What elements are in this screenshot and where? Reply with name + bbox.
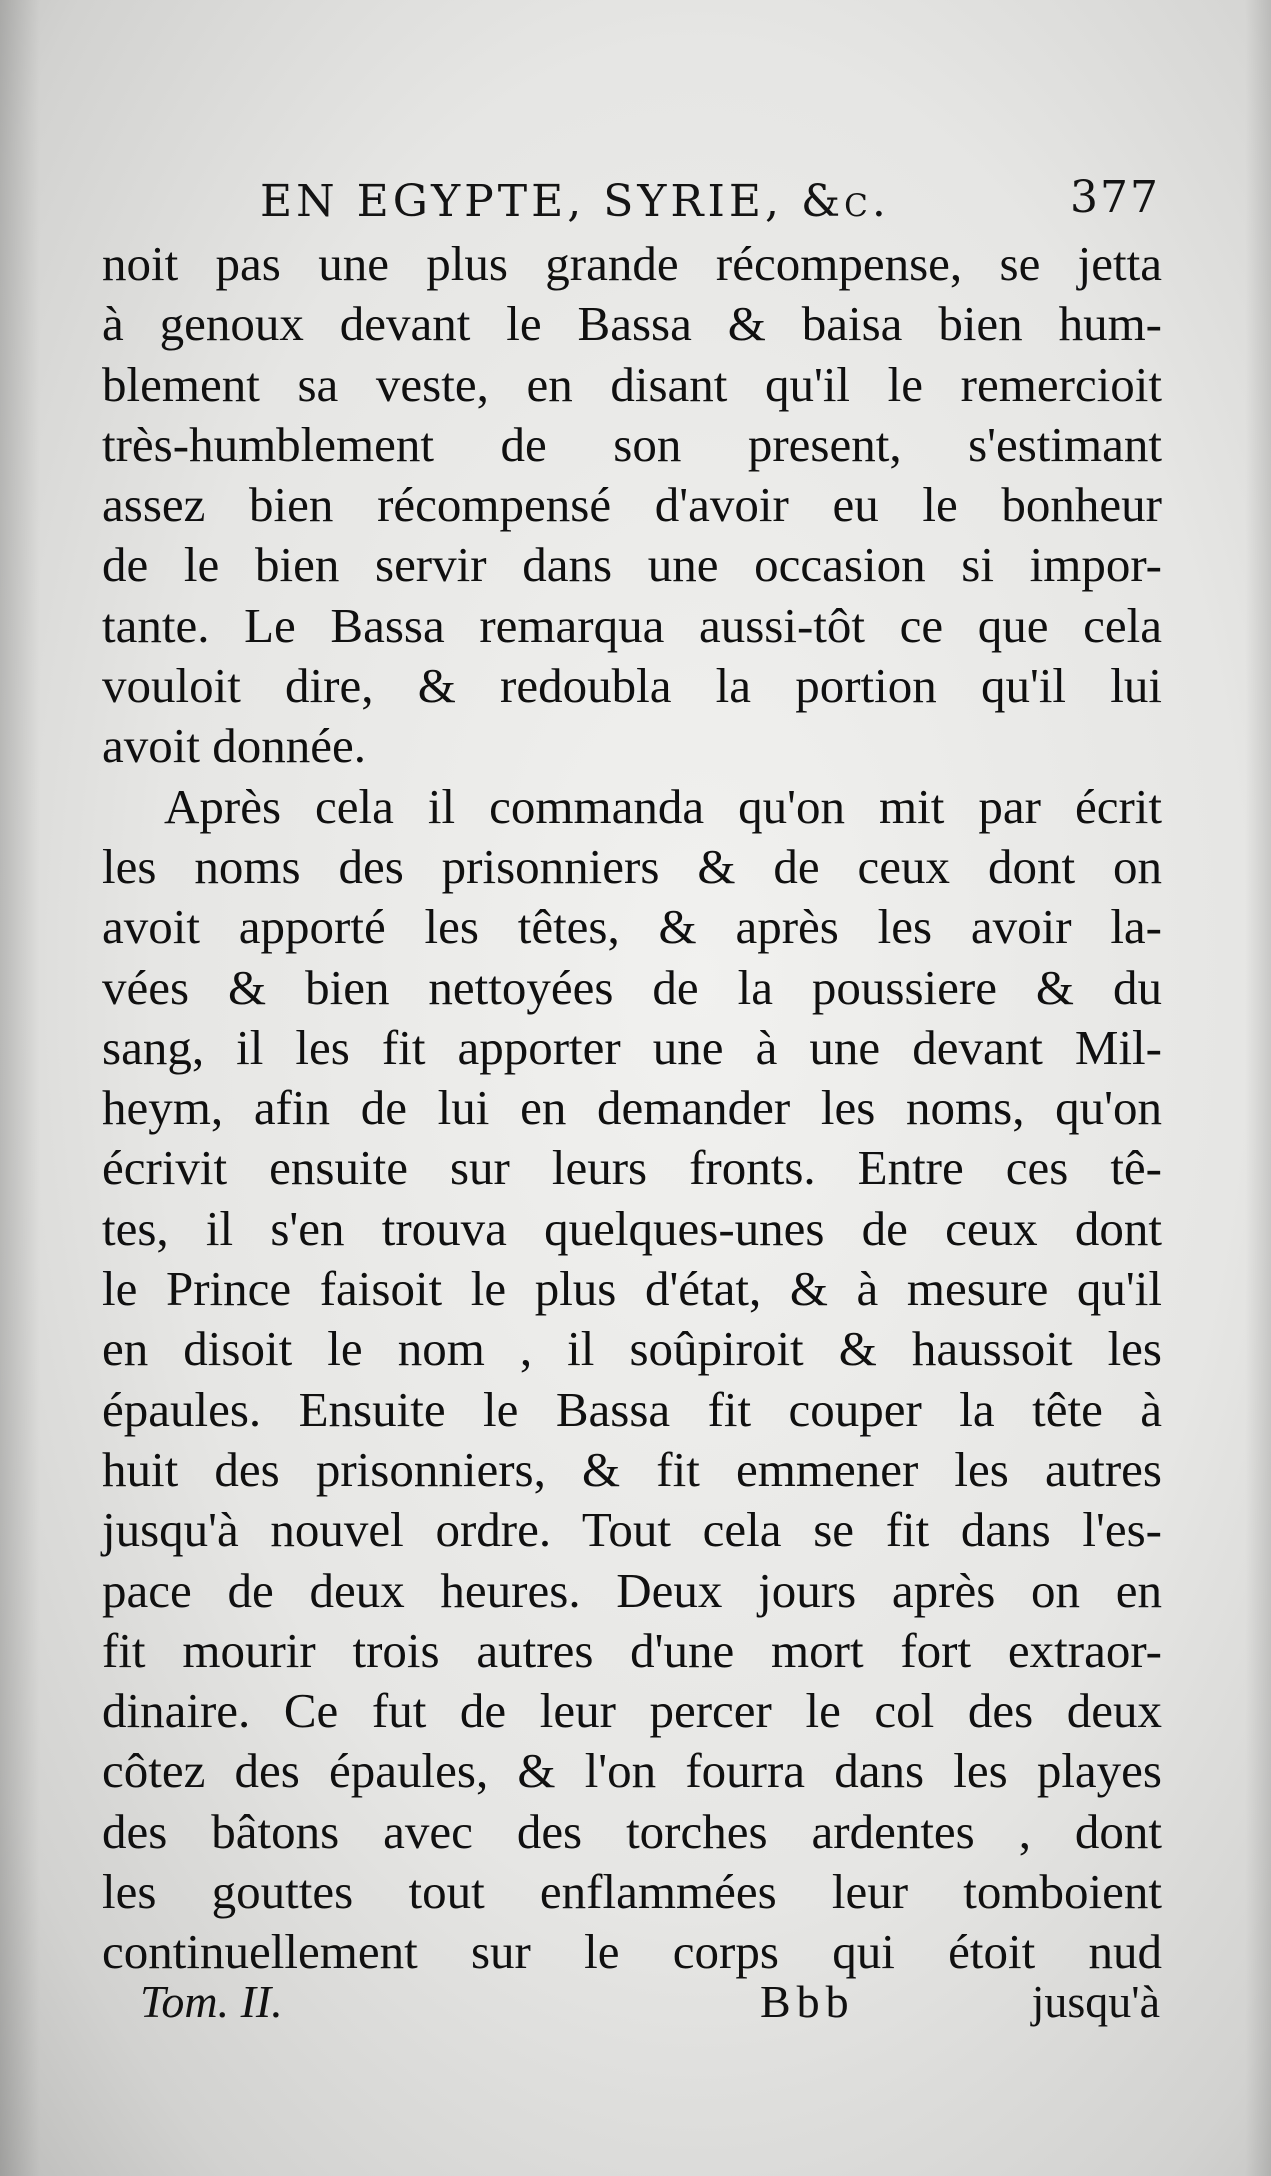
text-line: pace de deux heures. Deux jours après on en [102,1562,1162,1618]
text-line: avoit apporté les têtes, & après les avoir la- [102,899,1162,955]
text-line: côtez des épaules, & l'on fourra dans les playes [102,1743,1162,1799]
text-line: les gouttes tout enflammées leur tomboient [102,1864,1162,1920]
text-line: le Prince faisoit le plus d'état, & à mesure qu'il [102,1261,1162,1317]
text-line: de le bien servir dans une occasion si impor- [102,537,1162,593]
text-line: noit pas une plus grande récompense, se jetta [102,236,1162,291]
page-number: 377 [1070,172,1160,223]
text-line: des bâtons avec des torches ardentes , dont [102,1803,1162,1859]
paragraph-2 [102,777,1162,1983]
catchword: jusqu'à [1031,1976,1160,2027]
text-line: avoit donnée. [102,718,366,774]
gutter-shadow [0,0,40,2176]
text-line: très-humblement de son present, s'estimant [102,416,1162,472]
text-line: fit mourir trois autres d'une mort fort extraor- [102,1622,1162,1678]
text-line: tante. Le Bassa remarqua aussi-tôt ce que cela [102,597,1162,653]
paragraph-1 [102,234,1162,777]
volume-mark: Tom. II. [140,1976,283,2027]
running-head-title: EN EGYPTE, SYRIE, &c. [260,176,890,227]
text-line: en disoit le nom , il soûpiroit & haussoit les [102,1321,1162,1377]
body-text [102,234,1162,1983]
text-line: heym, afin de lui en demander les noms, qu'on [102,1080,1162,1136]
text-line: les noms des prisonniers & de ceux dont on [102,838,1162,894]
text-line: assez bien récompensé d'avoir eu le bonheur [102,477,1162,533]
text-line: sang, il les fit apporter une à une devant Mil- [102,1019,1162,1075]
running-head [250,172,1170,236]
text-line: blement sa veste, en disant qu'il le remercioit [102,356,1162,412]
text-line: dinaire. Ce fut de leur percer le col des deux [102,1683,1162,1739]
text-line: à genoux devant le Bassa & baisa bien hum- [102,296,1162,352]
text-line: jusqu'à nouvel ordre. Tout cela se fit dans l'es- [102,1502,1162,1558]
page-footer [140,1975,1160,2035]
text-line: huit des prisonniers, & fit emmener les autres [102,1441,1162,1497]
text-line: Après cela il commanda qu'on mit par écrit [164,778,1162,834]
signature-mark: Bbb [760,1976,855,2027]
text-line: épaules. Ensuite le Bassa fit couper la tête à [102,1381,1162,1437]
text-line: continuellement sur le corps qui étoit nud [102,1924,1162,1980]
text-line: écrivit ensuite sur leurs fronts. Entre ces tê- [102,1140,1162,1196]
text-line: vouloit dire, & redoubla la portion qu'il lui [102,658,1162,714]
text-line: tes, il s'en trouva quelques-unes de ceux dont [102,1200,1162,1256]
text-line: vées & bien nettoyées de la poussiere & du [102,959,1162,1015]
page-edge-shadow [1245,0,1271,2176]
